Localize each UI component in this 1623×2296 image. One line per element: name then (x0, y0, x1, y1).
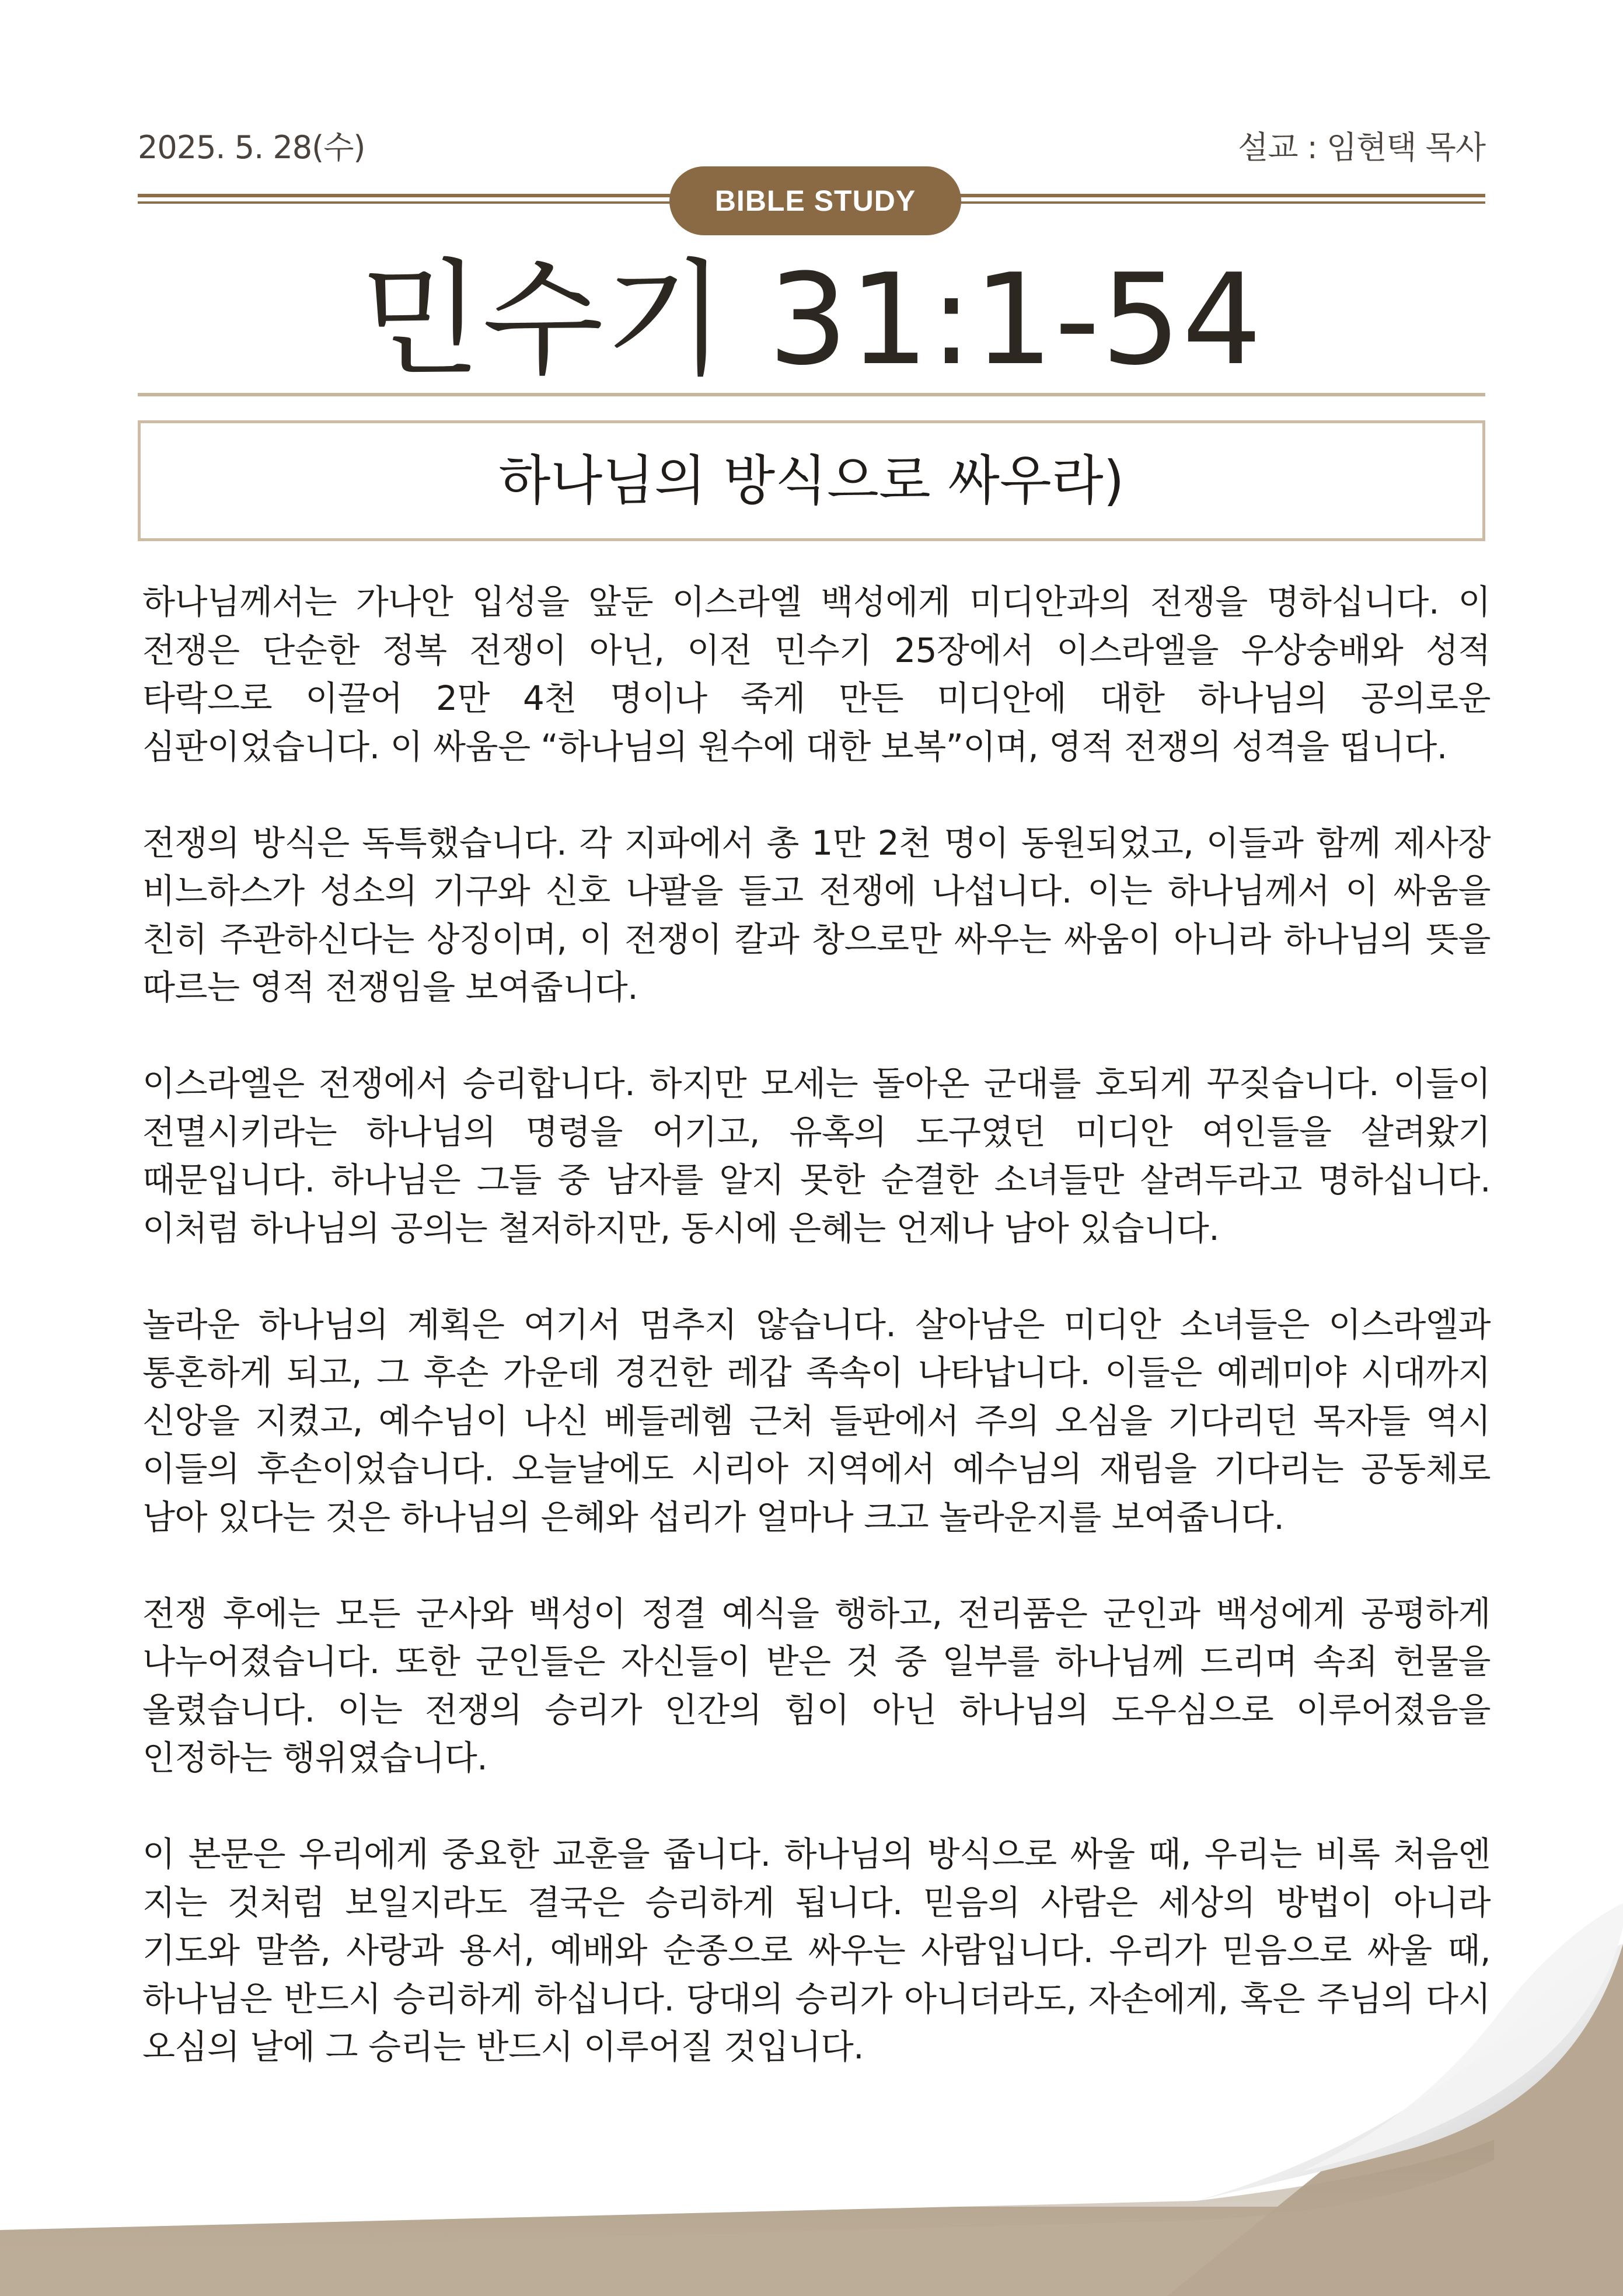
body-paragraph-4: 놀라운 하나님의 계획은 여기서 멈추지 않습니다. 살아남은 미디안 소녀들은 이스라엘과 통혼하게 되고, 그 후손 가운데 경건한 레갑 족속이 나타납니다. 이들은 예레미야 시대까지 신앙을 지켰고, 예수님이 나신 베들레헴 근처 들판에서 주의 오심을 기다리던 목자들 역시 이들의 후손이었습니다. 오늘날에도 시리아 지역에서 예수님의 재림을 기다리는 공동체로 남아 있다는 것은 하나님의 은혜와 섭리가 얼마나 크고 놀라운지를 보여줍니다. (142, 1304, 1491, 1537)
bible-study-badge: BIBLE STUDY (669, 166, 961, 235)
body-paragraph-1: 하나님께서는 가나안 입성을 앞둔 이스라엘 백성에게 미디안과의 전쟁을 명하십니다. 이 전쟁은 단순한 정복 전쟁이 아닌, 이전 민수기 25장에서 이스라엘을 우상숭배와 성적 타락으로 이끌어 2만 4천 명이나 죽게 만든 미디안에 대한 하나님의 공의로운 심판이었습니다. 이 싸움은 “하나님의 원수에 대한 보복”이며, 영적 전쟁의 성격을 띱니다. (142, 582, 1491, 767)
sermon-subtitle: 하나님의 방식으로 싸우라) (138, 420, 1485, 541)
service-date: 2025. 5. 28(수) (138, 129, 365, 166)
preacher-name: 설교 : 임현택 목사 (1238, 129, 1485, 166)
body-paragraph-6: 이 본문은 우리에게 중요한 교훈을 줍니다. 하나님의 방식으로 싸울 때, 우리는 비록 처음엔 지는 것처럼 보일지라도 결국은 승리하게 됩니다. 믿음의 사람은 세상의 방법이 아니라 기도와 말씀, 사랑과 용서, 예배와 순종으로 싸우는 사람입니다. 우리가 믿음으로 싸울 때, 하나님은 반드시 승리하게 하십니다. 당대의 승리가 아니더라도, 자손에게, 혹은 주님의 다시 오심의 날에 그 승리는 반드시 이루어질 것입니다. (142, 1834, 1491, 2067)
body-paragraph-3: 이스라엘은 전쟁에서 승리합니다. 하지만 모세는 돌아온 군대를 호되게 꾸짖습니다. 이들이 전멸시키라는 하나님의 명령을 어기고, 유혹의 도구였던 미디안 여인들을 살려왔기 때문입니다. 하나님은 그들 중 남자를 알지 못한 순결한 소녀들만 살려두라고 명하십니다. 이처럼 하나님의 공의는 철저하지만, 동시에 은혜는 언제나 남아 있습니다. (142, 1064, 1491, 1248)
body-paragraph-2: 전쟁의 방식은 독특했습니다. 각 지파에서 총 1만 2천 명이 동원되었고, 이들과 함께 제사장 비느하스가 성소의 기구와 신호 나팔을 들고 전쟁에 나섭니다. 이는 하나님께서 이 싸움을 친히 주관하신다는 상징이며, 이 전쟁이 칼과 창으로만 싸우는 싸움이 아니라 하나님의 뜻을 따르는 영적 전쟁임을 보여줍니다. (142, 823, 1491, 1007)
title-divider (138, 393, 1485, 396)
body-paragraph-5: 전쟁 후에는 모든 군사와 백성이 정결 예식을 행하고, 전리품은 군인과 백성에게 공평하게 나누어졌습니다. 또한 군인들은 자신들이 받은 것 중 일부를 하나님께 드리며 속죄 헌물을 올렸습니다. 이는 전쟁의 승리가 인간의 힘이 아닌 하나님의 도우심으로 이루어졌음을 인정하는 행위였습니다. (142, 1593, 1491, 1778)
sermon-body (142, 578, 1491, 2119)
scripture-title: 민수기 31:1-54 (359, 246, 1264, 393)
